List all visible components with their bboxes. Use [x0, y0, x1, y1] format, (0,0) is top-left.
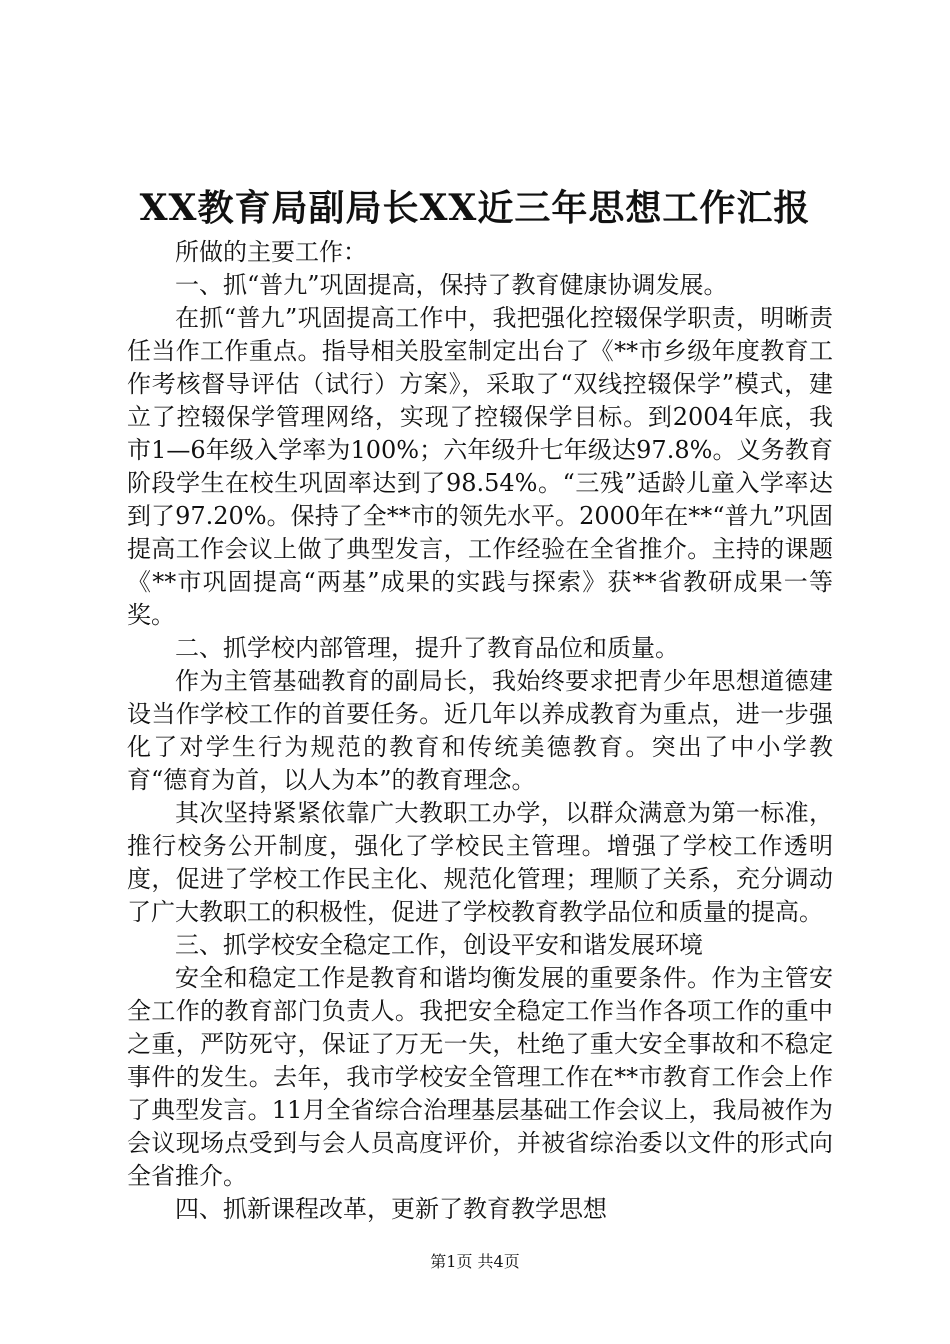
section-heading-1: 一、抓“普九”巩固提高，保持了教育健康协调发展。	[175, 271, 728, 299]
paragraph: 其次坚持紧紧依靠广大教职工办学，以群众满意为第一标准，推行校务公开制度，强化了学校民主管理。增强了学校工作透明度，促进了学校工作民主化、规范化管理；理顺了关系，充分调动了广大教职工的积极性，促进了学校教育教学品位和质量的提高。	[127, 799, 833, 926]
paragraph: 在抓“普九”巩固提高工作中，我把强化控辍保学职责，明晰责任当作工作重点。指导相关股室制定出台了《**市乡级年度教育工作考核督导评估（试行）方案》，采取了“双线控辍保学”模式，建立了控辍保学管理网络，实现了控辍保学目标。到2004年底，我市1—6年级入学率为100%；六年级升七年级达97.8%。义务教育阶段学生在校生巩固率达到了98.54%。“三残”适龄儿童入学率达到了97.20%。保持了全**市的领先水平。2000年在**“普九”巩固提高工作会议上做了典型发言，工作经验在全省推介。主持的课题《**市巩固提高“两基”成果的实践与探索》获**省教研成果一等奖。	[127, 304, 833, 629]
paragraph: 安全和稳定工作是教育和谐均衡发展的重要条件。作为主管安全工作的教育部门负责人。我把安全稳定工作当作各项工作的重中之重，严防死守，保证了万无一失，杜绝了重大安全事故和不稳定事件的发生。去年，我市学校安全管理工作在**市教育工作会上作了典型发言。11月全省综合治理基层基础工作会议上，我局被作为会议现场点受到与会人员高度评价，并被省综治委以文件的形式向全省推介。	[127, 964, 833, 1190]
page-footer: 第1页 共4页	[430, 1252, 520, 1271]
paragraph: 作为主管基础教育的副局长，我始终要求把青少年思想道德建设当作学校工作的首要任务。近几年以养成教育为重点，进一步强化了对学生行为规范的教育和传统美德教育。突出了中小学教育“德育为首，以人为本”的教育理念。	[127, 667, 833, 794]
document-body	[127, 236, 833, 1226]
document-title: XX教育局副局长XX近三年思想工作汇报	[139, 187, 811, 229]
section-heading-3: 三、抓学校安全稳定工作，创设平安和谐发展环境	[175, 931, 703, 959]
section-heading-4: 四、抓新课程改革，更新了教育教学思想	[175, 1195, 607, 1223]
section-heading-2: 二、抓学校内部管理，提升了教育品位和质量。	[175, 634, 679, 662]
paragraph-intro: 所做的主要工作：	[175, 238, 367, 266]
